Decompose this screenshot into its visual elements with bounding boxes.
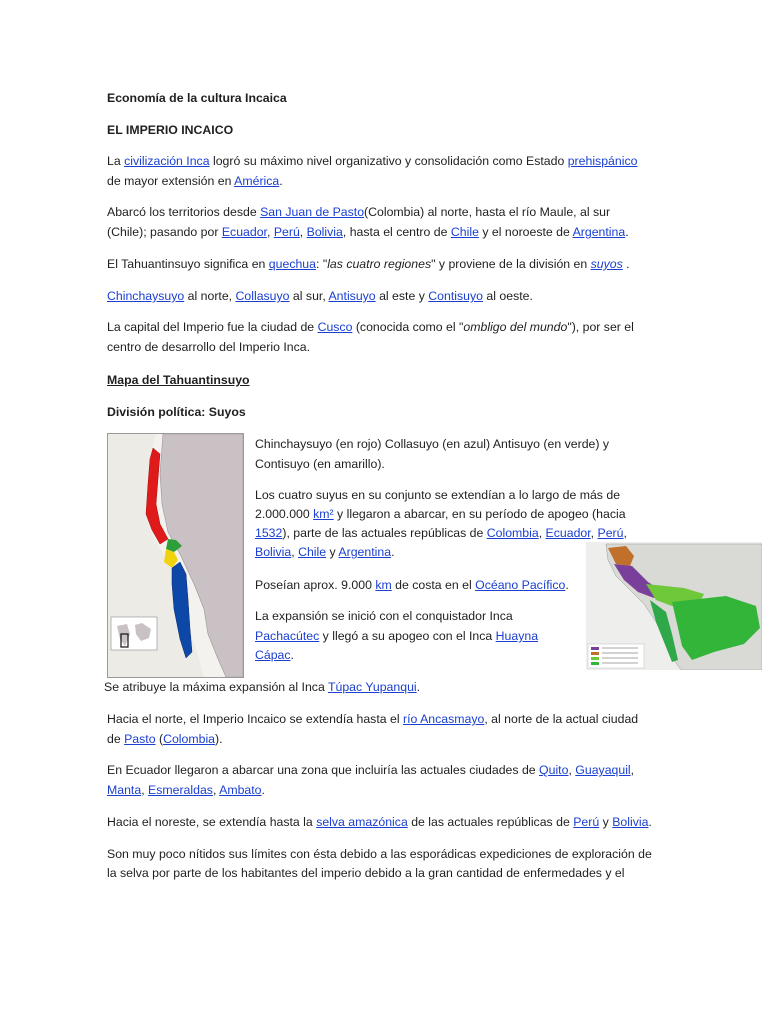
link-antisuyo[interactable]: Antisuyo — [328, 289, 376, 303]
paragraph-line: 2.000.000 km² y llegaron a abarcar, en su período de apogeo (hacia — [255, 507, 626, 521]
link-chinchaysuyo[interactable]: Chinchaysuyo — [107, 289, 185, 303]
paragraph-line: de Pasto (Colombia). — [107, 732, 223, 746]
link-huayna-capac[interactable]: Huayna — [495, 629, 539, 643]
paragraph-line: La capital del Imperio fue la ciudad de Cusco (conocida como el "ombligo del mundo"), por ser el — [107, 320, 634, 334]
link-rio-ancasmayo[interactable]: río Ancasmayo — [402, 712, 485, 726]
link-peru-3[interactable]: Perú — [573, 815, 600, 829]
link-collasuyo[interactable]: Collasuyo — [235, 289, 290, 303]
paragraph-line: Bolivia, Chile y Argentina. — [255, 545, 395, 559]
section-heading: EL IMPERIO INCAICO — [107, 123, 234, 137]
expansion-map — [586, 542, 762, 670]
paragraph-line: Hacia el norte, el Imperio Incaico se extendía hasta el río Ancasmayo, al norte de la actual ciudad — [107, 712, 639, 726]
link-selva-amazonica[interactable]: selva amazónica — [316, 815, 408, 829]
link-chile-2[interactable]: Chile — [298, 545, 327, 559]
link-peru[interactable]: Perú — [273, 225, 300, 239]
paragraph-line: Pachacútec y llegó a su apogeo con el Inca Huayna — [255, 629, 539, 643]
paragraph-line: Abarcó los territorios desde San Juan de Pasto(Colombia) al norte, hasta el río Maule, al sur — [107, 205, 611, 219]
paragraph-line: centro de desarrollo del Imperio Inca. — [107, 340, 311, 354]
paragraph-line: La civilización Inca logró su máximo nivel organizativo y consolidación como Estado prehispánico — [107, 154, 638, 168]
paragraph-line: (Chile); pasando por Ecuador, Perú, Bolivia, hasta el centro de Chile y el noroeste de Argentina. — [107, 225, 629, 239]
suyos-map-image — [108, 434, 243, 677]
link-argentina-2[interactable]: Argentina — [338, 545, 392, 559]
link-capac[interactable]: Cápac — [255, 648, 291, 662]
paragraph-line: 1532), parte de las actuales repúblicas de Colombia, Ecuador, Perú, — [255, 526, 627, 540]
link-argentina[interactable]: Argentina — [572, 225, 626, 239]
colors-line: Chinchaysuyo (en rojo) Collasuyo (en azul) Antisuyo (en verde) y — [255, 437, 610, 451]
paragraph-line: Manta, Esmeraldas, Ambato. — [107, 783, 265, 797]
document-title: Economía de la cultura Incaica — [107, 91, 287, 105]
link-bolivia-2[interactable]: Bolivia — [255, 545, 292, 559]
link-manta[interactable]: Manta — [107, 783, 142, 797]
link-cusco[interactable]: Cusco — [317, 320, 353, 334]
link-colombia[interactable]: Colombia — [486, 526, 539, 540]
link-chile[interactable]: Chile — [450, 225, 479, 239]
link-peru-2[interactable]: Perú — [597, 526, 624, 540]
link-ecuador[interactable]: Ecuador — [221, 225, 267, 239]
paragraph-line: Hacia el noreste, se extendía hasta la selva amazónica de las actuales repúblicas de Perú y Bolivia. — [107, 815, 652, 829]
paragraph-line: de mayor extensión en América. — [107, 174, 283, 188]
link-prehispanico[interactable]: prehispánico — [567, 154, 638, 168]
link-pachacutec[interactable]: Pachacútec — [255, 629, 320, 643]
link-suyos[interactable]: suyos — [590, 257, 623, 271]
link-quito[interactable]: Quito — [539, 763, 569, 777]
paragraph-line: Cápac. — [255, 648, 294, 662]
link-colombia-2[interactable]: Colombia — [163, 732, 216, 746]
paragraph-line: La expansión se inició con el conquistador Inca — [255, 609, 513, 623]
link-pasto[interactable]: Pasto — [124, 732, 156, 746]
link-bolivia[interactable]: Bolivia — [306, 225, 343, 239]
division-heading: División política: Suyos — [107, 405, 246, 419]
link-guayaquil[interactable]: Guayaquil — [575, 763, 631, 777]
paragraph-line: Son muy poco nítidos sus límites con ésta debido a las esporádicas expediciones de exploración de — [107, 847, 652, 861]
colors-line: Contisuyo (en amarillo). — [255, 457, 385, 471]
link-ecuador-2[interactable]: Ecuador — [545, 526, 591, 540]
link-km[interactable]: km — [375, 578, 392, 592]
link-bolivia-3[interactable]: Bolivia — [612, 815, 649, 829]
paragraph-line: Se atribuye la máxima expansión al Inca Túpac Yupanqui. — [104, 680, 421, 694]
link-tupac-yupanqui[interactable]: Túpac Yupanqui — [327, 680, 417, 694]
link-esmeraldas[interactable]: Esmeraldas — [148, 783, 213, 797]
link-america[interactable]: América — [234, 174, 280, 188]
paragraph-line: El Tahuantinsuyo significa en quechua: "las cuatro regiones" y proviene de la división en suyos . — [107, 257, 630, 271]
link-contisuyo[interactable]: Contisuyo — [428, 289, 483, 303]
link-1532[interactable]: 1532 — [255, 526, 283, 540]
map-heading: Mapa del Tahuantinsuyo — [107, 373, 250, 387]
expansion-map-image — [586, 542, 762, 670]
suyos-map — [107, 433, 244, 678]
link-civilizacion-inca[interactable]: civilización Inca — [124, 154, 210, 168]
paragraph-line: Los cuatro suyus en su conjunto se extendían a lo largo de más de — [255, 488, 621, 502]
paragraph-line: Poseían aprox. 9.000 km de costa en el Océano Pacífico. — [255, 578, 569, 592]
paragraph-line: En Ecuador llegaron a abarcar una zona que incluiría las actuales ciudades de Quito, Guayaquil, — [107, 763, 635, 777]
paragraph-line: Chinchaysuyo al norte, Collasuyo al sur, Antisuyo al este y Contisuyo al oeste. — [107, 289, 533, 303]
link-oceano-pacifico[interactable]: Océano Pacífico — [475, 578, 566, 592]
link-quechua[interactable]: quechua — [268, 257, 316, 271]
link-km2[interactable]: km² — [313, 507, 334, 521]
link-san-juan-de-pasto[interactable]: San Juan de Pasto — [260, 205, 365, 219]
link-ambato[interactable]: Ambato — [219, 783, 262, 797]
paragraph-line: la selva por parte de los habitantes del imperio debido a la gran cantidad de enfermedades y el — [107, 866, 625, 880]
